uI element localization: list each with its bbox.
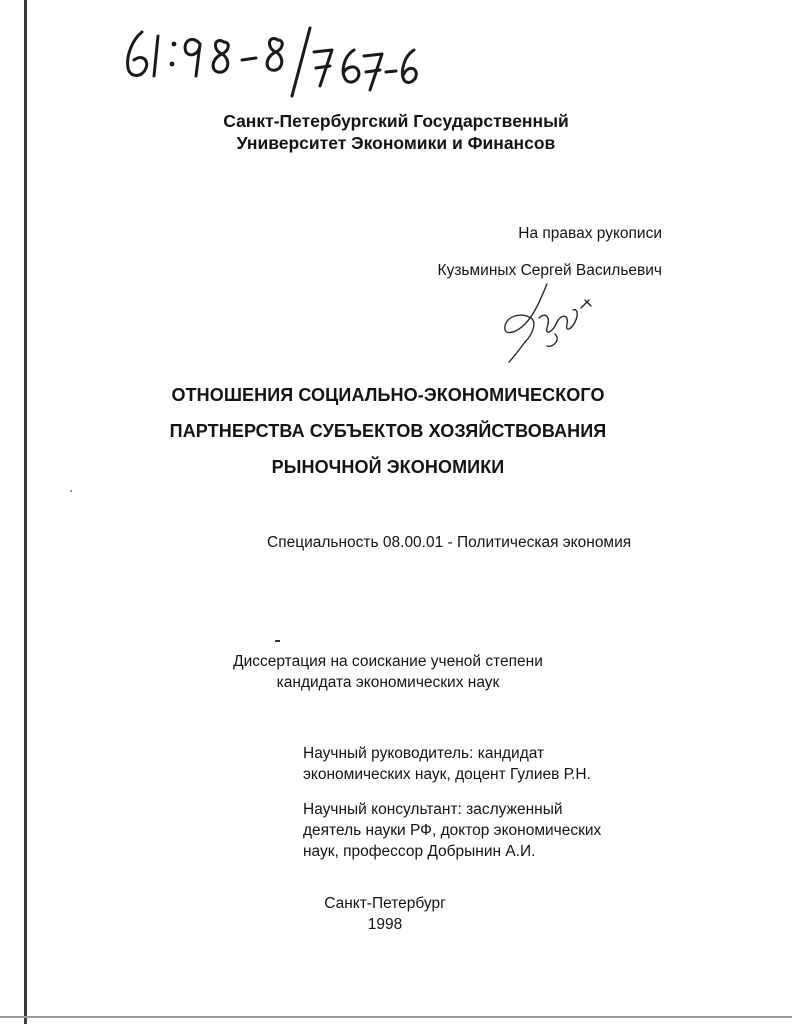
scan-edge-bottom (0, 1016, 792, 1018)
university-name-line2: Университет Экономики и Финансов (236, 133, 556, 153)
dissertation-line2: кандидата экономических наук (276, 674, 500, 691)
supervisor-line1: Научный руководитель: кандидат (303, 745, 545, 762)
speciality: Специальность 08.00.01 - Политическая экономия (267, 534, 632, 551)
scan-speck (70, 490, 72, 492)
thesis-title-line3: РЫНОЧНОЙ ЭКОНОМИКИ (271, 457, 505, 477)
publication-year: 1998 (367, 916, 403, 933)
supervisor-line2: экономических наук, доцент Гулиев Р.Н. (303, 766, 591, 783)
scan-mark (275, 640, 280, 642)
consultant-line3: наук, профессор Добрынин А.И. (303, 843, 536, 860)
rights-note: На правах рукописи (518, 225, 662, 242)
thesis-title-line1: ОТНОШЕНИЯ СОЦИАЛЬНО-ЭКОНОМИЧЕСКОГО (171, 385, 605, 405)
thesis-title-line2: ПАРТНЕРСТВА СУБЪЕКТОВ ХОЗЯЙСТВОВАНИЯ (169, 421, 607, 441)
university-name-line1: Санкт-Петербургский Государственный (223, 111, 569, 131)
publication-place: Санкт-Петербург (324, 895, 446, 912)
author-signature (495, 278, 605, 368)
consultant-line2: деятель науки РФ, доктор экономических (303, 822, 602, 839)
dissertation-line1: Диссертация на соискание ученой степени (233, 653, 543, 670)
handwritten-archive-number (118, 14, 418, 104)
consultant-line1: Научный консультант: заслуженный (303, 801, 563, 818)
author-name: Кузьминых Сергей Васильевич (437, 262, 662, 279)
